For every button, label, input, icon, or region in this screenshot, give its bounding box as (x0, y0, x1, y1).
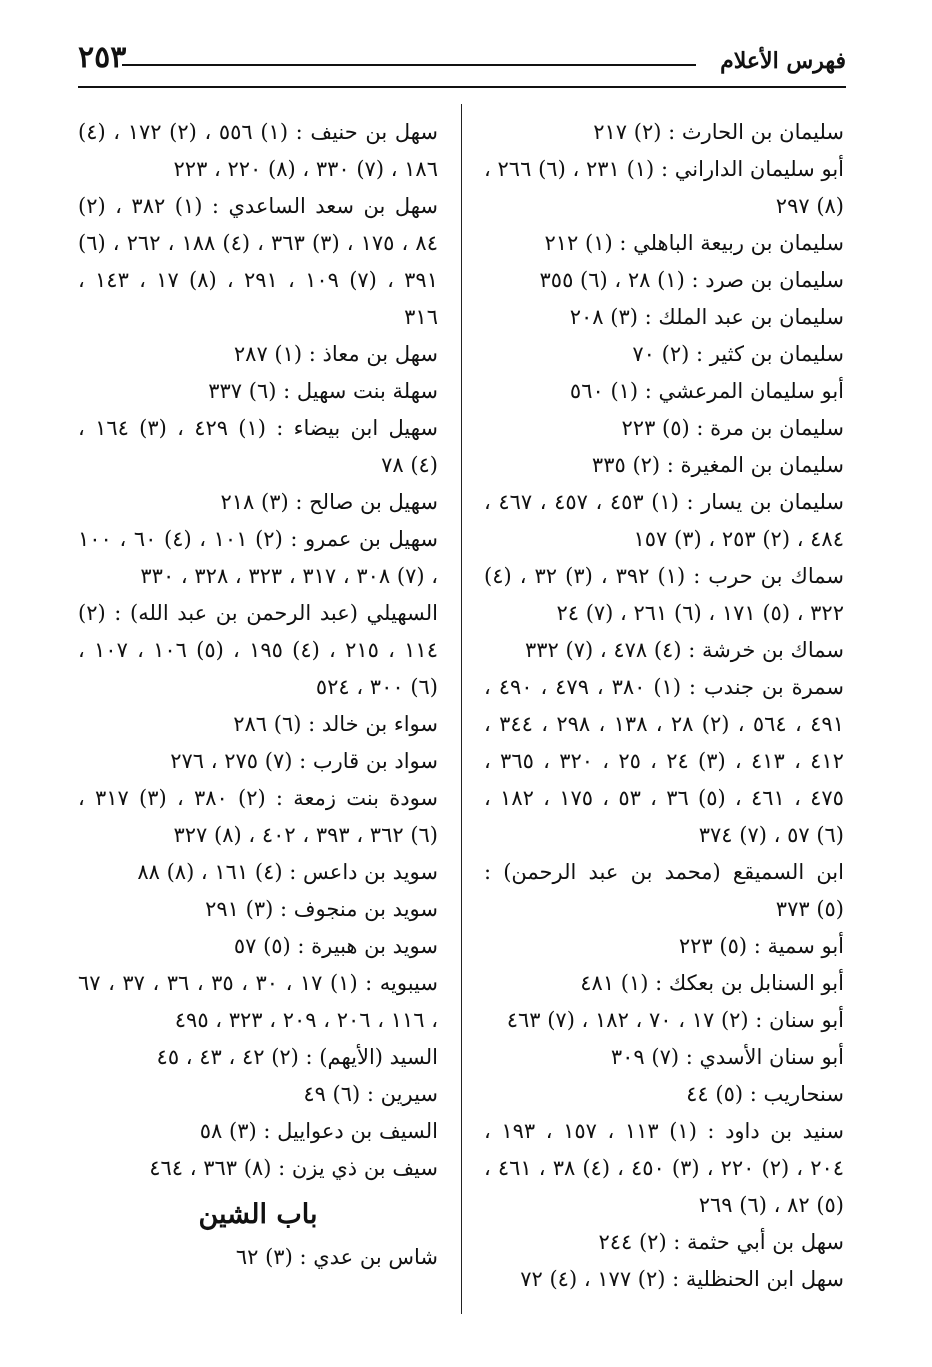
index-entry: سيرين : (٦) ٤٩ (303, 1082, 438, 1106)
index-entry: سواد بن قارب : (٧) ٢٧٥ ، ٢٧٦ (170, 749, 438, 773)
header-rule (122, 64, 696, 66)
header-underline (78, 86, 846, 88)
index-entry: أبو سنان : (٢) ١٧ ، ٧٠ ، ١٨٢ ، (٧) ٤٦٣ (506, 1008, 844, 1032)
index-entry: سيف بن ذي يزن : (٨) ٣٦٣ ، ٤٦٤ (149, 1156, 438, 1180)
index-entry: السيف بن دعواييل : (٣) ٥٨ (199, 1119, 438, 1143)
page-number: ٢٥٣ (78, 40, 127, 75)
index-entry: سليمان بن ربيعة الباهلي : (١) ٢١٢ (544, 231, 844, 255)
index-entry: سنيد بن داود : (١) ١١٣ ، ١٥٧ ، ١٩٣ ، ٢٠٤ ، (٢) ٢٢٠ ، (٣) ٤٥٠ ، (٤) ٣٨ ، ٤٦١ ، (٥) ٨٢ ، (٦) ٢٦٩ (484, 1119, 845, 1217)
index-entry: سليمان بن مرة : (٥) ٢٢٣ (621, 416, 844, 440)
index-entry: سليمان بن كثير : (٢) ٧٠ (632, 342, 844, 366)
index-entry: سماك بن خرشة : (٤) ٤٧٨ ، (٧) ٣٣٢ (525, 638, 844, 662)
index-entry: سنحاريب : (٥) ٤٤ (686, 1082, 844, 1106)
index-entry: سليمان بن صرد : (١) ٢٨ ، (٦) ٣٥٥ (539, 268, 844, 292)
index-entry: أبو سمية : (٥) ٢٢٣ (678, 934, 844, 958)
index-entry: سهل بن معاذ : (١) ٢٨٧ (233, 342, 438, 366)
index-entry: سويد بن داعس : (٤) ١٦١ ، (٨) ٨٨ (137, 860, 438, 884)
index-entry: شاس بن عدي : (٣) ٦٢ (235, 1245, 438, 1269)
index-entry: السهيلي (عبد الرحمن بن عبد الله) : (٢) ١١٤ ، ٢١٥ ، (٤) ١٩٥ ، (٥) ١٠٦ ، ١٠٧ ، (٦) ٣٠٠ ، ٥٢٤ (78, 601, 438, 699)
section-heading: باب الشين (198, 1199, 318, 1230)
index-entry: أبو سنان الأسدي : (٧) ٣٠٩ (610, 1045, 844, 1069)
index-entry: سويد بن هبيرة : (٥) ٥٧ (233, 934, 438, 958)
page-title: فهرس الأعلام (720, 48, 846, 74)
index-entry: أبو سليمان المرعشي : (١) ٥٦٠ (569, 379, 844, 403)
index-entry: سليمان بن الحارث : (٢) ٢١٧ (593, 120, 844, 144)
index-entry: أبو سليمان الداراني : (١) ٢٣١ ، (٦) ٢٦٦ ، (٨) ٢٩٧ (484, 157, 845, 218)
index-entry: أبو السنابل بن بعكك : (١) ٤٨١ (580, 971, 844, 995)
index-entry: سهل بن سعد الساعدي : (١) ٣٨٢ ، (٢) ٨٤ ، ١٧٥ ، (٣) ٣٦٣ ، (٤) ١٨٨ ، ٢٦٢ ، (٦) ٣٩١ ، (٧) ١٠٩ ، ٢٩١ ، (٨) ١٧ ، ١٤٣ ، ٣١٦ (78, 194, 438, 329)
index-entry: سهيل بن عمرو : (٢) ١٠١ ، (٤) ٦٠ ، ١٠٠ ، (٧) ٣٠٨ ، ٣١٧ ، ٣٢٣ ، ٣٢٨ ، ٣٣٠ (78, 527, 438, 588)
left-column (78, 114, 438, 1276)
index-entry: سودة بنت زمعة : (٢) ٣٨٠ ، (٣) ٣١٧ ، (٦) ٣٦٢ ، ٣٩٣ ، ٤٠٢ ، (٨) ٣٢٧ (78, 786, 439, 847)
index-entry: سهل بن أبي حثمة : (٢) ٢٤٤ (598, 1230, 844, 1254)
index-entry: سهل ابن الحنظلية : (٢) ١٧٧ ، (٤) ٧٢ (520, 1267, 844, 1291)
index-entry: ابن السميقع (محمد بن عبد الرحمن) : (٥) ٣٧٣ (484, 860, 844, 921)
index-entry: سمرة بن جندب : (١) ٣٨٠ ، ٤٧٩ ، ٤٩٠ ، ٤٩١ ، ٥٦٤ ، (٢) ٢٨ ، ١٣٨ ، ٢٩٨ ، ٣٤٤ ، ٤١٢ ، ٤١٣ ، (٣) ٢٤ ، ٢٥ ، ٣٢٠ ، ٣٦٥ ، ٤٧٥ ، ٤٦١ ، (٥) ٣٦ ، ٥٣ ، ١٧٥ ، ١٨٢ ، (٦) ٥٧ ، (٧) ٣٧٤ (484, 675, 844, 847)
index-entry: سهلة بنت سهيل : (٦) ٣٣٧ (208, 379, 438, 403)
right-column (484, 114, 844, 1298)
index-entry: سيبويه : (١) ١٧ ، ٣٠ ، ٣٥ ، ٣٦ ، ٣٧ ، ٦٧ ، ١١٦ ، ٢٠٦ ، ٢٠٩ ، ٣٢٣ ، ٤٩٥ (78, 971, 438, 1032)
page-header (78, 38, 846, 90)
index-entry: سماك بن حرب : (١) ٣٩٢ ، (٣) ٣٢ ، (٤) ٣٢٢ ، (٥) ١٧١ ، (٦) ٢٦١ ، (٧) ٢٤ (484, 564, 844, 625)
index-entry: السيد (الأيهم) : (٢) ٤٢ ، ٤٣ ، ٤٥ (156, 1045, 438, 1069)
index-entry: سواء بن خالد : (٦) ٢٨٦ (233, 712, 438, 736)
index-entry: سهيل ابن بيضاء : (١) ٤٢٩ ، (٣) ١٦٤ ، (٤) ٧٨ (78, 416, 438, 477)
index-entry: سليمان بن المغيرة : (٢) ٣٣٥ (591, 453, 844, 477)
index-entry: سويد بن منجوف : (٣) ٢٩١ (205, 897, 438, 921)
column-divider (461, 104, 462, 1314)
index-entry: سهيل بن صالح : (٣) ٢١٨ (220, 490, 438, 514)
index-entry: سهل بن حنيف : (١) ٥٥٦ ، (٢) ١٧٢ ، (٤) ١٨٦ ، (٧) ٣٣٠ ، (٨) ٢٢٠ ، ٢٢٣ (78, 120, 438, 181)
index-entry: سليمان بن يسار : (١) ٤٥٣ ، ٤٥٧ ، ٤٦٧ ، ٤٨٤ ، (٢) ٢٥٣ ، (٣) ١٥٧ (484, 490, 845, 551)
index-entry: سليمان بن عبد الملك : (٣) ٢٠٨ (569, 305, 844, 329)
